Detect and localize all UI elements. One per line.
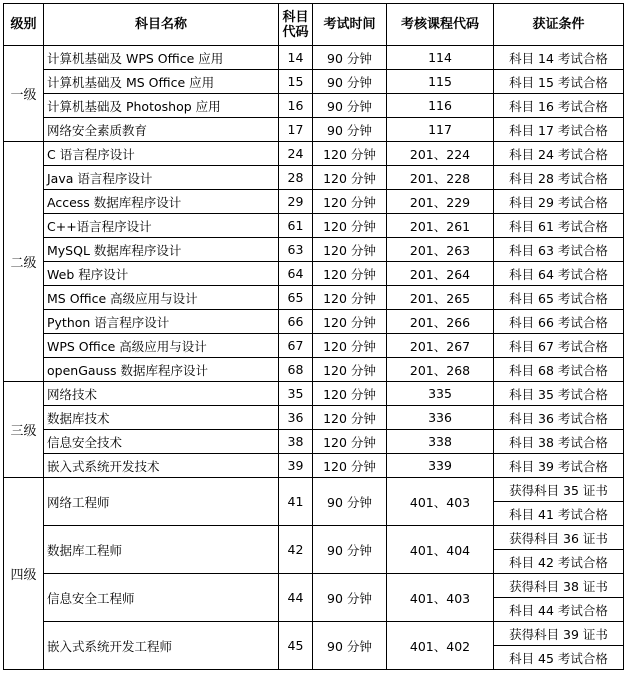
table-row [4, 214, 624, 238]
table-row [4, 190, 624, 214]
cert-condition-cell: 科目 24 考试合格 [494, 142, 624, 166]
course-code-cell: 401、403 [387, 478, 494, 526]
exam-time-cell: 90 分钟 [313, 526, 387, 574]
table-row [4, 526, 624, 550]
table-row [4, 406, 624, 430]
exam-time-cell: 90 分钟 [313, 118, 387, 142]
header-code-line1: 科目 [282, 9, 309, 25]
table-row [4, 430, 624, 454]
table-body [4, 46, 624, 670]
exam-time-cell: 90 分钟 [313, 622, 387, 670]
level-cell: 三级 [4, 382, 44, 478]
subject-name-cell: 网络安全素质教育 [44, 118, 279, 142]
exam-time-cell: 120 分钟 [313, 358, 387, 382]
subject-name-cell: 数据库工程师 [44, 526, 279, 574]
course-code-cell: 115 [387, 70, 494, 94]
exam-time-cell: 120 分钟 [313, 310, 387, 334]
course-code-cell: 201、265 [387, 286, 494, 310]
table-row [4, 262, 624, 286]
exam-time-cell: 120 分钟 [313, 382, 387, 406]
subject-code-cell: 64 [279, 262, 313, 286]
exam-time-cell: 90 分钟 [313, 478, 387, 526]
course-code-cell: 401、404 [387, 526, 494, 574]
subject-code-cell: 67 [279, 334, 313, 358]
course-code-cell: 201、261 [387, 214, 494, 238]
subject-code-cell: 44 [279, 574, 313, 622]
cert-condition-cell: 科目 68 考试合格 [494, 358, 624, 382]
subject-name-cell: 计算机基础及 Photoshop 应用 [44, 94, 279, 118]
cert-condition-cell: 科目 63 考试合格 [494, 238, 624, 262]
cert-condition-cell: 科目 64 考试合格 [494, 262, 624, 286]
header-exam-time: 考试时间 [313, 4, 387, 46]
exam-time-cell: 120 分钟 [313, 334, 387, 358]
cert-condition-cell: 科目 14 考试合格 [494, 46, 624, 70]
header-cert-condition: 获证条件 [494, 4, 624, 46]
course-code-cell: 336 [387, 406, 494, 430]
cert-condition-cell: 科目 16 考试合格 [494, 94, 624, 118]
subject-name-cell: 信息安全工程师 [44, 574, 279, 622]
level-cell: 一级 [4, 46, 44, 142]
course-code-cell: 117 [387, 118, 494, 142]
exam-subjects-table [3, 3, 624, 670]
table-row [4, 286, 624, 310]
header-course-code: 考核课程代码 [387, 4, 494, 46]
course-code-cell: 201、266 [387, 310, 494, 334]
cert-condition-cell: 科目 66 考试合格 [494, 310, 624, 334]
exam-time-cell: 120 分钟 [313, 262, 387, 286]
table-row [4, 574, 624, 598]
exam-time-cell: 90 分钟 [313, 70, 387, 94]
subject-code-cell: 63 [279, 238, 313, 262]
cert-condition-cell: 科目 15 考试合格 [494, 70, 624, 94]
subject-name-cell: 嵌入式系统开发工程师 [44, 622, 279, 670]
table-header [4, 4, 624, 46]
subject-code-cell: 65 [279, 286, 313, 310]
exam-time-cell: 120 分钟 [313, 454, 387, 478]
subject-name-cell: C 语言程序设计 [44, 142, 279, 166]
level-cell: 四级 [4, 478, 44, 670]
exam-time-cell: 90 分钟 [313, 94, 387, 118]
subject-name-cell: 信息安全技术 [44, 430, 279, 454]
subject-name-cell: Python 语言程序设计 [44, 310, 279, 334]
cert-condition-cell: 科目 28 考试合格 [494, 166, 624, 190]
cert-condition-cell: 科目 61 考试合格 [494, 214, 624, 238]
subject-code-cell: 35 [279, 382, 313, 406]
course-code-cell: 114 [387, 46, 494, 70]
exam-time-cell: 90 分钟 [313, 46, 387, 70]
subject-name-cell: WPS Office 高级应用与设计 [44, 334, 279, 358]
subject-code-cell: 41 [279, 478, 313, 526]
subject-code-cell: 17 [279, 118, 313, 142]
subject-name-cell: Java 语言程序设计 [44, 166, 279, 190]
course-code-cell: 201、268 [387, 358, 494, 382]
subject-code-cell: 15 [279, 70, 313, 94]
table-row [4, 478, 624, 502]
subject-name-cell: Access 数据库程序设计 [44, 190, 279, 214]
table-row [4, 70, 624, 94]
cert-condition-cell: 获得科目 36 证书 [494, 526, 624, 550]
subject-code-cell: 42 [279, 526, 313, 574]
cert-condition-cell: 科目 65 考试合格 [494, 286, 624, 310]
exam-time-cell: 120 分钟 [313, 430, 387, 454]
table-row [4, 46, 624, 70]
subject-name-cell: 网络技术 [44, 382, 279, 406]
subject-name-cell: 网络工程师 [44, 478, 279, 526]
cert-condition-cell: 获得科目 35 证书 [494, 478, 624, 502]
course-code-cell: 201、224 [387, 142, 494, 166]
cert-condition-cell: 科目 45 考试合格 [494, 646, 624, 670]
table-row [4, 94, 624, 118]
subject-code-cell: 68 [279, 358, 313, 382]
subject-name-cell: Web 程序设计 [44, 262, 279, 286]
header-code-line2: 代码 [282, 24, 309, 40]
table-row [4, 622, 624, 646]
course-code-cell: 339 [387, 454, 494, 478]
header-subject-name: 科目名称 [44, 4, 279, 46]
exam-time-cell: 90 分钟 [313, 574, 387, 622]
course-code-cell: 116 [387, 94, 494, 118]
subject-name-cell: 嵌入式系统开发技术 [44, 454, 279, 478]
table-row [4, 334, 624, 358]
subject-code-cell: 66 [279, 310, 313, 334]
subject-code-cell: 14 [279, 46, 313, 70]
subject-name-cell: C++语言程序设计 [44, 214, 279, 238]
exam-time-cell: 120 分钟 [313, 214, 387, 238]
subject-code-cell: 28 [279, 166, 313, 190]
subject-name-cell: MS Office 高级应用与设计 [44, 286, 279, 310]
exam-time-cell: 120 分钟 [313, 142, 387, 166]
cert-condition-cell: 科目 41 考试合格 [494, 502, 624, 526]
course-code-cell: 401、402 [387, 622, 494, 670]
subject-code-cell: 29 [279, 190, 313, 214]
header-subject-code [279, 4, 313, 46]
exam-time-cell: 120 分钟 [313, 166, 387, 190]
subject-code-cell: 24 [279, 142, 313, 166]
cert-condition-cell: 科目 42 考试合格 [494, 550, 624, 574]
cert-condition-cell: 获得科目 38 证书 [494, 574, 624, 598]
table-row [4, 310, 624, 334]
subject-code-cell: 39 [279, 454, 313, 478]
course-code-cell: 335 [387, 382, 494, 406]
exam-time-cell: 120 分钟 [313, 190, 387, 214]
table-row [4, 358, 624, 382]
cert-condition-cell: 获得科目 39 证书 [494, 622, 624, 646]
table-row [4, 454, 624, 478]
cert-condition-cell: 科目 39 考试合格 [494, 454, 624, 478]
subject-name-cell: openGauss 数据库程序设计 [44, 358, 279, 382]
table-row [4, 118, 624, 142]
subject-code-cell: 36 [279, 406, 313, 430]
subject-code-cell: 16 [279, 94, 313, 118]
header-level: 级别 [4, 4, 44, 46]
course-code-cell: 338 [387, 430, 494, 454]
table-row [4, 238, 624, 262]
table-row [4, 382, 624, 406]
cert-condition-cell: 科目 35 考试合格 [494, 382, 624, 406]
exam-time-cell: 120 分钟 [313, 238, 387, 262]
course-code-cell: 201、267 [387, 334, 494, 358]
exam-time-cell: 120 分钟 [313, 286, 387, 310]
subject-name-cell: 计算机基础及 WPS Office 应用 [44, 46, 279, 70]
level-cell: 二级 [4, 142, 44, 382]
course-code-cell: 401、403 [387, 574, 494, 622]
cert-condition-cell: 科目 29 考试合格 [494, 190, 624, 214]
course-code-cell: 201、229 [387, 190, 494, 214]
header-row [4, 4, 624, 46]
cert-condition-cell: 科目 44 考试合格 [494, 598, 624, 622]
exam-time-cell: 120 分钟 [313, 406, 387, 430]
cert-condition-cell: 科目 17 考试合格 [494, 118, 624, 142]
course-code-cell: 201、228 [387, 166, 494, 190]
cert-condition-cell: 科目 36 考试合格 [494, 406, 624, 430]
subject-name-cell: 数据库技术 [44, 406, 279, 430]
subject-code-cell: 61 [279, 214, 313, 238]
course-code-cell: 201、263 [387, 238, 494, 262]
cert-condition-cell: 科目 38 考试合格 [494, 430, 624, 454]
subject-code-cell: 45 [279, 622, 313, 670]
subject-name-cell: MySQL 数据库程序设计 [44, 238, 279, 262]
subject-code-cell: 38 [279, 430, 313, 454]
table-row [4, 166, 624, 190]
subject-name-cell: 计算机基础及 MS Office 应用 [44, 70, 279, 94]
table-row [4, 142, 624, 166]
cert-condition-cell: 科目 67 考试合格 [494, 334, 624, 358]
course-code-cell: 201、264 [387, 262, 494, 286]
